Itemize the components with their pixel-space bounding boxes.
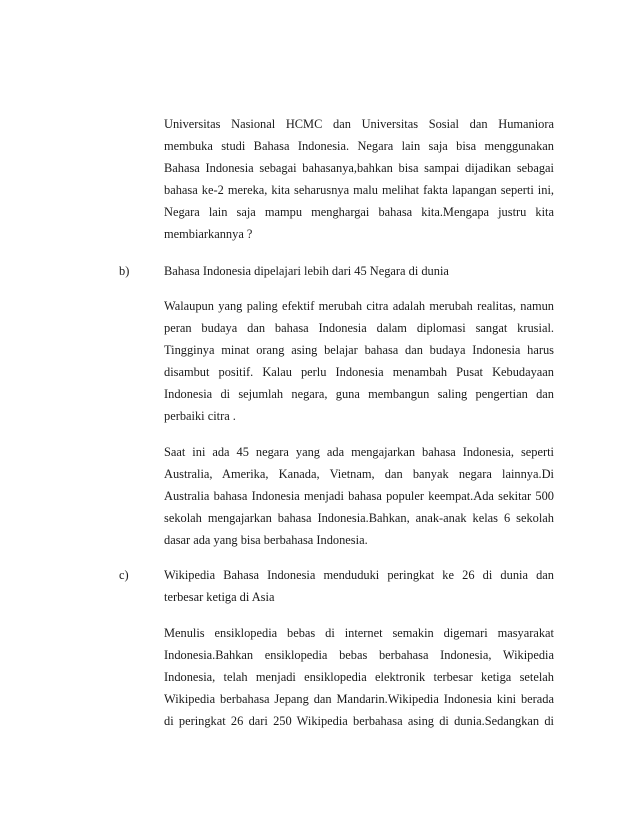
text-line: Universitas Nasional HCMC dan Universitas Sosial dan Humaniora — [164, 117, 554, 131]
text-line: perbaiki citra . — [164, 409, 236, 423]
text-line: Negara lain saja mampu menghargai bahasa kita.Mengapa justru kita — [164, 205, 554, 219]
heading-text: Bahasa Indonesia dipelajari lebih dari 45 Negara di dunia — [164, 264, 449, 278]
text-line: disambut positif. Kalau perlu Indonesia menambah Pusat Kebudayaan — [164, 365, 554, 379]
heading-text: Wikipedia Bahasa Indonesia menduduki peringkat ke 26 di dunia dan — [164, 568, 554, 582]
text-line: Walaupun yang paling efektif merubah citra adalah merubah realitas, namun — [164, 299, 554, 313]
text-line: Australia bahasa Indonesia menjadi bahasa populer keempat.Ada sekitar 500 — [164, 489, 554, 503]
text-line: Indonesia, telah menjadi ensiklopedia elektronik terbesar ketiga setelah — [164, 670, 554, 684]
text-line: Menulis ensiklopedia bebas di internet semakin digemari masyarakat — [164, 626, 554, 640]
text-line: peran budaya dan bahasa Indonesia dalam diplomasi sangat krusial. — [164, 321, 554, 335]
list-marker: b) — [119, 264, 130, 278]
text-line: Wikipedia berbahasa Jepang dan Mandarin.Wikipedia Indonesia kini berada — [164, 692, 554, 706]
text-line: Indonesia di sejumlah negara, guna membangun saling pengertian dan — [164, 387, 554, 401]
text-line: di peringkat 26 dari 250 Wikipedia berbahasa asing di dunia.Sedangkan di — [164, 714, 554, 728]
text-line: sekolah mengajarkan bahasa Indonesia.Bahkan, anak-anak kelas 6 sekolah — [164, 511, 554, 525]
text-line: Bahasa Indonesia sebagai bahasanya,bahkan bisa sampai dijadikan sebagai — [164, 161, 554, 175]
text-line: bahasa ke-2 mereka, kita seharusnya malu melihat fakta lapangan seperti ini, — [164, 183, 554, 197]
text-line: membuka studi Bahasa Indonesia. Negara lain saja bisa menggunakan — [164, 139, 554, 153]
text-line: Australia, Amerika, Kanada, Vietnam, dan banyak negara lainnya.Di — [164, 467, 554, 481]
text-line: dasar ada yang bisa berbahasa Indonesia. — [164, 533, 368, 547]
list-marker: c) — [119, 568, 129, 582]
text-line: Tingginya minat orang asing belajar bahasa dan budaya Indonesia harus — [164, 343, 554, 357]
text-line: Indonesia.Bahkan ensiklopedia bebas berbahasa Indonesia, Wikipedia — [164, 648, 554, 662]
heading-text: terbesar ketiga di Asia — [164, 590, 275, 604]
text-line: Saat ini ada 45 negara yang ada mengajarkan bahasa Indonesia, seperti — [164, 445, 554, 459]
text-line: membiarkannya ? — [164, 227, 253, 241]
